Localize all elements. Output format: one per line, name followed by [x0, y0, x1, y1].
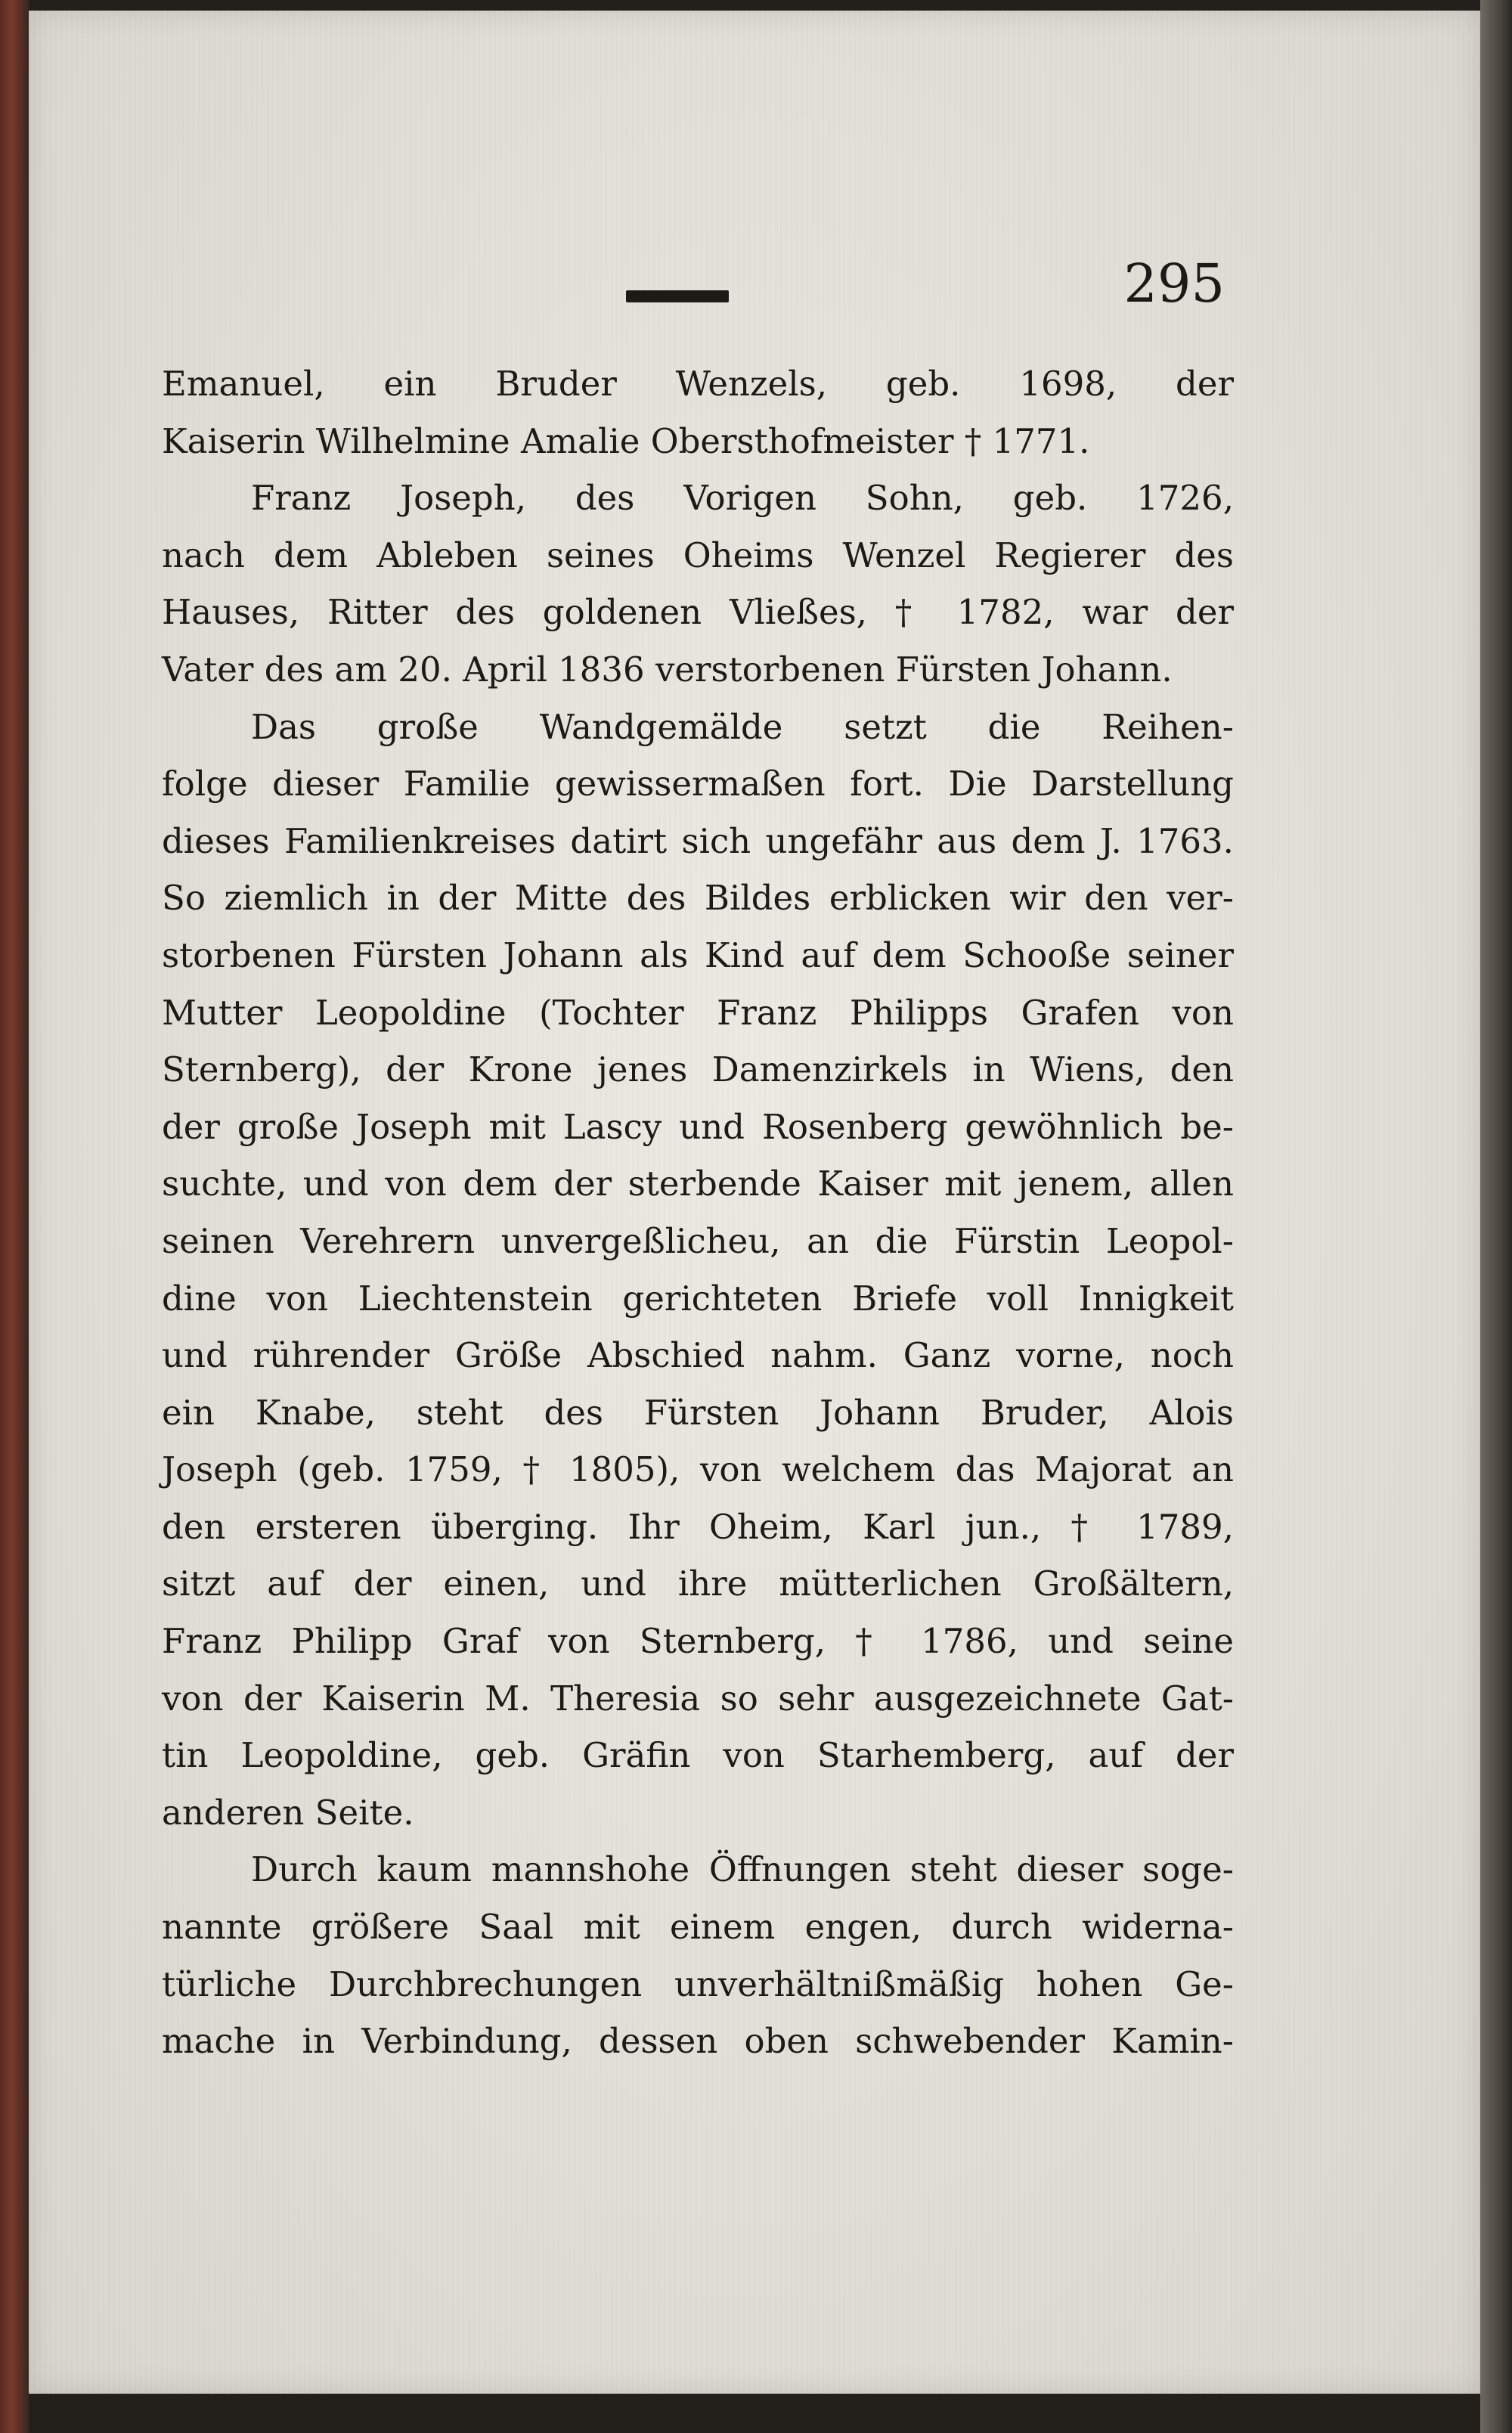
text-line: suchte, und von dem der sterbende Kaiser mit jenem, allen: [162, 1164, 1234, 1204]
text-line: dine von Liechtenstein gerichteten Briefe voll Innigkeit: [162, 1278, 1234, 1319]
text-line: ein Knabe, steht des Fürsten Johann Bruder, Alois: [162, 1392, 1234, 1433]
text-line: Franz Joseph, des Vorigen Sohn, geb. 1726,: [251, 478, 1234, 519]
text-line: Mutter Leopoldine (Tochter Franz Philipps Grafen von: [162, 992, 1234, 1033]
text-line: Franz Philipp Graf von Sternberg, † 1786, und seine: [162, 1621, 1234, 1662]
text-line: Das große Wandgemälde setzt die Reihen-: [251, 706, 1234, 747]
text-line: Hauses, Ritter des goldenen Vließes, † 1782, war der: [162, 592, 1234, 633]
text-line: So ziemlich in der Mitte des Bildes erblicken wir den ver-: [162, 878, 1234, 919]
text-line: dieses Familienkreises datirt sich ungefähr aus dem J. 1763.: [162, 820, 1234, 861]
header-rule: [626, 290, 729, 302]
page-number: 295: [1123, 253, 1225, 315]
text-line: anderen Seite.: [162, 1792, 414, 1833]
text-line: mache in Verbindung, dessen oben schwebender Kamin-: [162, 2021, 1234, 2062]
text-line: nannte größere Saal mit einem engen, durch widerna-: [162, 1907, 1234, 1948]
text-line: Joseph (geb. 1759, † 1805), von welchem das Majorat an: [162, 1449, 1234, 1490]
text-line: von der Kaiserin M. Theresia so sehr ausgezeichnete Gat-: [162, 1678, 1234, 1719]
text-line: tin Leopoldine, geb. Gräfin von Starhemberg, auf der: [162, 1735, 1234, 1776]
page-stack-edge: [1480, 0, 1512, 2433]
text-line: folge dieser Familie gewissermaßen fort. Die Darstellung: [162, 764, 1234, 804]
text-line: seinen Verehrern unvergeßlicheu, an die Fürstin Leopol-: [162, 1220, 1234, 1261]
text-line: Emanuel, ein Bruder Wenzels, geb. 1698, der: [162, 364, 1234, 404]
body-text: [162, 355, 1234, 2070]
text-line: Kaiserin Wilhelmine Amalie Obersthofmeister † 1771.: [162, 420, 1090, 461]
text-line: und rührender Größe Abschied nahm. Ganz vorne, noch: [162, 1335, 1234, 1376]
text-line: sitzt auf der einen, und ihre mütterlichen Großältern,: [162, 1564, 1234, 1604]
text-line: den ersteren überging. Ihr Oheim, Karl jun., † 1789,: [162, 1506, 1234, 1547]
text-line: nach dem Ableben seines Oheims Wenzel Regierer des: [162, 535, 1234, 575]
book-spine-edge: [0, 0, 29, 2433]
text-line: Sternberg), der Krone jenes Damenzirkels in Wiens, den: [162, 1049, 1234, 1090]
text-line: Vater des am 20. April 1836 verstorbenen Fürsten Johann.: [162, 649, 1173, 690]
text-line: storbenen Fürsten Johann als Kind auf dem Schooße seiner: [162, 934, 1234, 975]
text-line: türliche Durchbrechungen unverhältnißmäßig hohen Ge-: [162, 1963, 1234, 2004]
text-line: Durch kaum mannshohe Öffnungen steht dieser soge-: [251, 1849, 1234, 1890]
text-line: der große Joseph mit Lascy und Rosenberg gewöhnlich be-: [162, 1106, 1234, 1147]
